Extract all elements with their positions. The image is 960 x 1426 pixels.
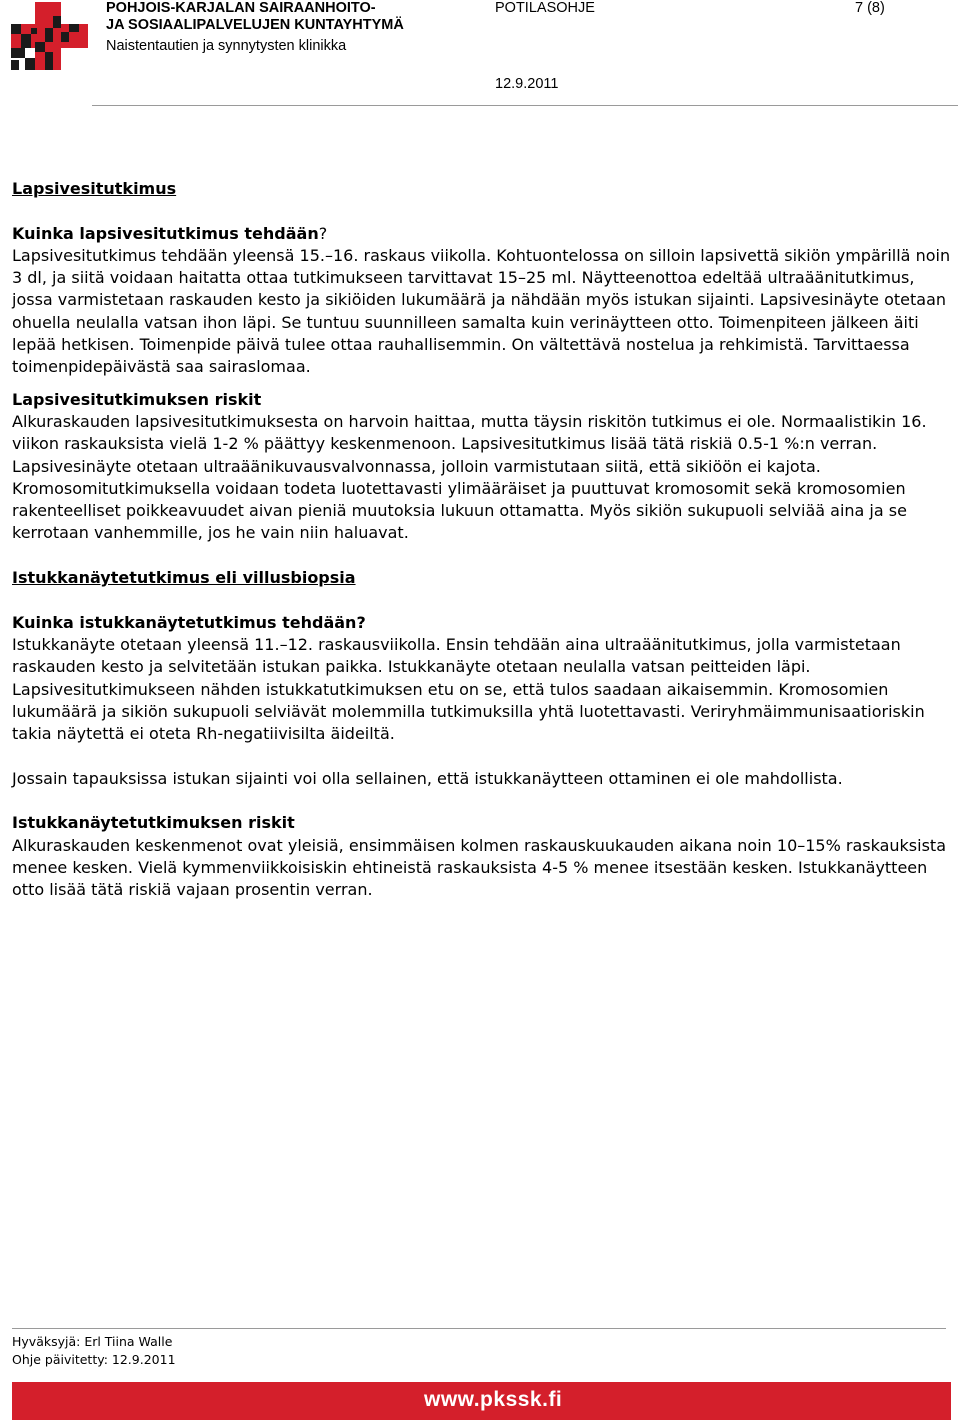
spacer [12,745,952,767]
section-title-cvs: Istukkanäytetutkimus eli villusbiopsia [12,568,356,588]
organization-name-line1: POHJOIS-KARJALAN SAIRAANHOITO- [106,0,376,16]
organization-name-line2: JA SOSIAALIPALVELUJEN KUNTAYHTYMÄ [106,17,404,33]
subheading-cvs-risks: Istukkanäytetutkimuksen riskit [12,813,295,833]
header-divider [92,105,958,106]
document-type: POTILASOHJE [495,0,595,16]
subheading-amnio-risks: Lapsivesitutkimuksen riskit [12,389,262,409]
document-body [12,178,952,902]
paragraph-cvs-how: Istukkanäyte otetaan yleensä 11.–12. raskausviikolla. Ensin tehdään aina ultraäänitutkimus, jolla varmistetaan raskauden kesto ja selvitetään istukan paikka. Istukkanäyte otetaan neulalla vatsan peitteiden läpi. Lapsivesitutkimukseen nähden istukkatutkimuksen etu on se, että tulos saadaan aikaisemmin. Kromosomien lukumäärä ja sikiön sukupuoli selviävät molemmilla tutkimuksilla yhtä luotettavasti. Veriryhmäimmunisaatioriskin takia näytettä ei oteta Rh-negatiivisilta äideiltä. [12,634,925,744]
spacer [12,545,952,567]
footer-approved-by: Hyväksyjä: Erl Tiina Walle [12,1334,173,1349]
footer-website-link[interactable]: www.pkssk.fi [424,1388,563,1411]
page-number: 7 (8) [855,0,885,16]
subheading-amnio-how-text: Kuinka lapsivesitutkimus tehdään [12,223,319,243]
clinic-name: Naistentautien ja synnytysten klinikka [106,38,347,54]
spacer [12,200,952,222]
spacer [12,790,952,812]
subheading-cvs-how: Kuinka istukkanäytetutkimus tehdään? [12,612,366,632]
spacer [12,379,952,389]
subheading-amnio-how-mark: ? [318,223,328,243]
paragraph-cvs-risks: Alkuraskauden keskenmenot ovat yleisiä, ensimmäisen kolmen raskauskuukauden aikana noin 10–15% raskauksista menee kesken. Vielä kymmenviikkoisiskin ehtineistä raskauksista 4-5 % menee itsestään kesken. Istukkanäytteen otto lisää tätä riskiä vajaan prosentin verran. [12,835,946,900]
footer-divider [12,1328,946,1329]
footer-banner [12,1382,951,1420]
header-date: 12.9.2011 [495,76,559,92]
footer-updated-date: Ohje päivitetty: 12.9.2011 [12,1352,176,1367]
paragraph-amnio-risks-1: Alkuraskauden lapsivesitutkimuksesta on harvoin haittaa, mutta täysin riskitön tutkimus ei ole. Normaalistikin 16. viikon raskauksista vielä 1-2 % päättyy keskenmenoon. Lapsivesitutkimus lisää tätä riskiä 0.5-1 %:n verran. Lapsivesinäyte otetaan ultraäänikuvausvalvonnassa, jolloin varmistutaan siitä, että sikiöön ei kajota. [12,411,927,476]
section-title-amniocentesis: Lapsivesitutkimus [12,179,177,198]
paragraph-amnio-risks-2: Kromosomitutkimuksella voidaan todeta luotettavasti ylimääräiset ja puuttuvat kromosomit sekä kromosomien rakenteelliset poikkeavuudet aivan pieniä muutoksia lukuun ottamatta. Myös sikiön sukupuoli selviää aina ja se kerrotaan vanhemmille, jos he vain niin haluavat. [12,478,907,543]
paragraph-amnio-how: Lapsivesitutkimus tehdään yleensä 15.–16. raskaus viikolla. Kohtuontelossa on silloin lapsivettä sikiön ympärillä noin 3 dl, ja siitä voidaan haitatta ottaa tutkimukseen tarvittavat 15–25 ml. Näytteenottoa edeltää ultraäänitutkimus, jossa varmistetaan raskauden kesto ja sikiöiden lukumäärä ja nähdään myös istukan sijainti. Lapsivesinäyte otetaan ohuella neulalla vatsan ihon läpi. Se tuntuu suunnilleen samalta kuin verinäytteen otto. Toimenpiteen jälkeen äiti lepää hetkisen. Toimenpide päivä tulee ottaa rauhallisemmin. On vältettävä nostelua ja rehkimistä. Tarvittaessa toimenpidepäivästä saa sairaslomaa. [12,245,951,377]
spacer [12,589,952,611]
subheading-amnio-how [12,223,952,245]
paragraph-cvs-note: Jossain tapauksissa istukan sijainti voi olla sellainen, että istukkanäytteen ottaminen ei ole mahdollista. [12,768,843,788]
organization-logo-icon [11,2,88,70]
